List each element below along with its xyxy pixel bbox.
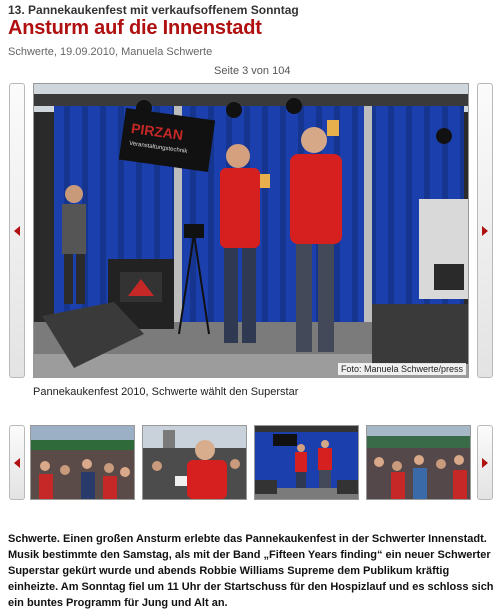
previous-photo-button[interactable] bbox=[9, 83, 25, 378]
photo-credit: Foto: Manuela Schwerte/press bbox=[338, 363, 466, 375]
next-thumbnails-button[interactable] bbox=[477, 425, 493, 500]
next-photo-button[interactable] bbox=[477, 83, 493, 378]
man-with-cup-thumbnail-image bbox=[143, 426, 246, 499]
crowd-thumbnail-image bbox=[367, 426, 470, 499]
stage-thumbnail-image bbox=[255, 426, 358, 499]
gallery-page-indicator: Seite 3 von 104 bbox=[214, 65, 291, 77]
arrow-right-icon bbox=[482, 458, 488, 468]
article-kicker: 13. Pannekaukenfest mit verkaufsoffenem Sonntag bbox=[8, 3, 299, 17]
stage-photo-illustration bbox=[34, 84, 468, 377]
article-headline: Ansturm auf die Innenstadt bbox=[8, 17, 262, 39]
arrow-left-icon bbox=[14, 458, 20, 468]
crowd-thumbnail-image bbox=[31, 426, 134, 499]
banner-text: PIRZAN bbox=[130, 119, 185, 144]
arrow-left-icon bbox=[14, 226, 20, 236]
main-photo[interactable] bbox=[33, 83, 469, 378]
previous-thumbnails-button[interactable] bbox=[9, 425, 25, 500]
thumbnail-4[interactable] bbox=[366, 425, 471, 500]
arrow-right-icon bbox=[482, 226, 488, 236]
thumbnail-1[interactable] bbox=[30, 425, 135, 500]
photo-caption: Pannekaukenfest 2010, Schwerte wählt den Superstar bbox=[33, 386, 299, 398]
article-meta: Schwerte, 19.09.2010, Manuela Schwerte bbox=[8, 46, 213, 58]
thumbnail-2[interactable] bbox=[142, 425, 247, 500]
banner-subtext: Veranstaltungstechnik bbox=[128, 140, 188, 155]
thumbnail-3[interactable] bbox=[254, 425, 359, 500]
article-body: Schwerte. Einen großen Ansturm erlebte das Pannekaukenfest in der Schwerter Innenstadt. Musik bestimmte den Samstag, als mit der Band „Fifteen Years finding“ ein neuer Schwerter Superstar gekürt wurde und abends Robbie Williams Supreme dem Publikum kräftig einheizte. Am Sonntag fiel um 11 Uhr der Startschuss für den Hospizlauf und es schloss sich ein buntes Programm für Jung und Alt an. bbox=[8, 533, 494, 609]
